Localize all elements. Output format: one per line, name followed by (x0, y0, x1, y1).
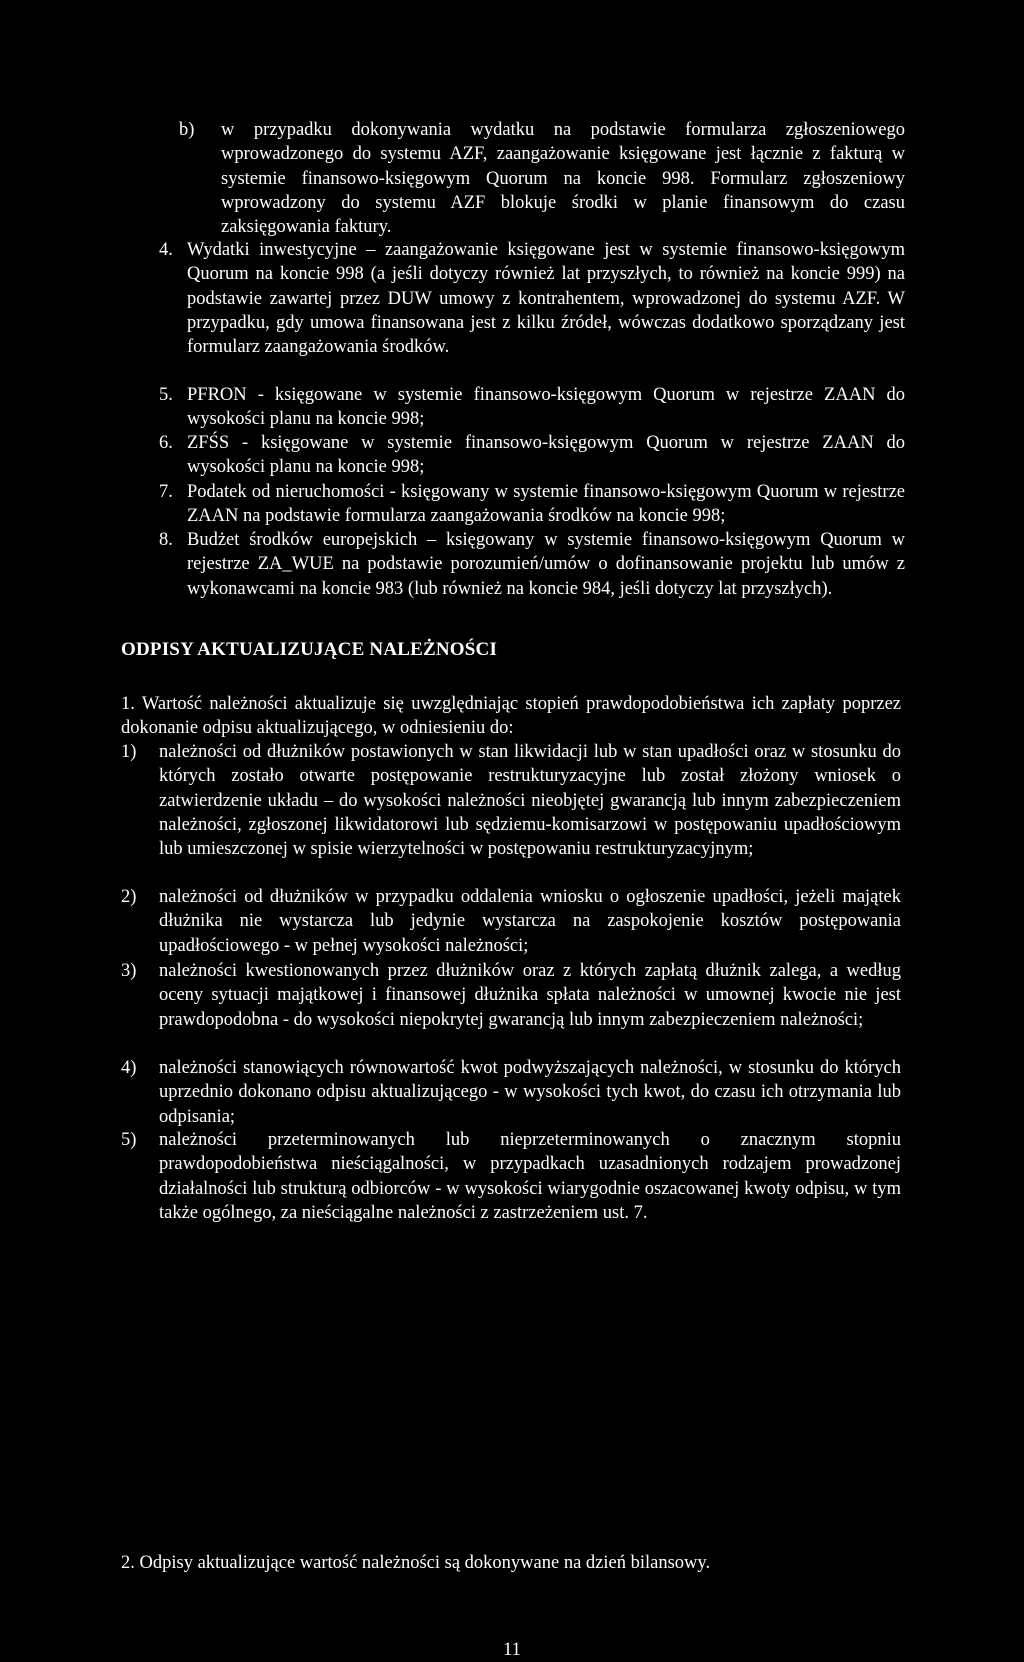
list-text: należności przeterminowanych lub nieprzeterminowanych o znacznym stopniu prawdopodobieństwa nieściągalności, w przypadkach uzasadnionych rodzajem prowadzonej działalności lub strukturą odbiorców - w wysokości wiarygodnie oszacowanej kwoty odpisu, w tym także ogólnego, za nieściągalne należności z zastrzeżeniem ust. 7. (159, 1130, 901, 1223)
list-text: należności stanowiących równowartość kwot podwyższających należności, w stosunku do których uprzednio dokonano odpisu aktualizującego - w wysokości tych kwot, do czasu ich otrzymania lub odpisania; (159, 1058, 901, 1127)
section-heading: ODPISY AKTUALIZUJĄCE NALEŻNOŚCI (121, 639, 498, 660)
paragraph-marker: b) (179, 120, 195, 140)
paragraph-text: Wydatki inwestycyjne – zaangażowanie księgowane jest w systemie finansowo-księgowym Quorum na koncie 998 (a jeśli dotyczy również lat przyszłych, to również na koncie 999) na podstawie zawartej przez DUW umowy z kontrahentem, wprowadzonej do systemu AZF. W przypadku, gdy umowa finansowana jest z kilku źródeł, wówczas dodatkowo sporządzany jest formularz zaangażowania środków. (187, 240, 905, 358)
paragraph-marker: 5. (159, 385, 173, 405)
closing-paragraph: 2. Odpisy aktualizujące wartość należności są dokonywane na dzień bilansowy. (121, 1553, 711, 1573)
paragraph-text: PFRON - księgowane w systemie finansowo-księgowym Quorum w rejestrze ZAAN do wysokości planu na koncie 998; (187, 385, 905, 430)
list-text: należności od dłużników w przypadku oddalenia wniosku o ogłoszenie upadłości, jeżeli majątek dłużnika nie wystarcza lub jedynie wystarcza na zaspokojenie kosztów postępowania upadłościowego - w pełnej wysokości należności; (159, 887, 901, 956)
list-marker: 1) (121, 742, 137, 762)
paragraph-text: w przypadku dokonywania wydatku na podstawie formularza zgłoszeniowego wprowadzonego do systemu AZF, zaangażowanie księgowane jest łącznie z fakturą w systemie finansowo-księgowym Quorum na koncie 998. Formularz zgłoszeniowy wprowadzony do systemu AZF blokuje środki w planie finansowym do czasu zaksięgowania faktury. (221, 120, 905, 238)
list-marker: 2) (121, 887, 137, 907)
list-marker: 5) (121, 1130, 137, 1150)
list-marker: 3) (121, 961, 137, 981)
list-text: należności od dłużników postawionych w stan likwidacji lub w stan upadłości oraz w stosunku do których zostało otwarte postępowanie restrukturyzacyjne lub został złożony wniosek o zatwierdzenie układu – do wysokości należności nieobjętej gwarancją lub innym zabezpieczeniem należności, zgłoszonej likwidatorowi lub sędziemu-komisarzowi w postępowaniu upadłościowym lub umieszczonej w spisie wierzytelności w postępowaniu restrukturyzacyjnym; (159, 742, 901, 860)
paragraph-marker: 8. (159, 530, 173, 550)
paragraph-text: ZFŚS - księgowane w systemie finansowo-księgowym Quorum w rejestrze ZAAN do wysokości planu na koncie 998; (187, 433, 905, 478)
page-number: 11 (503, 1640, 521, 1660)
paragraph-text: Podatek od nieruchomości - księgowany w systemie finansowo-księgowym Quorum w rejestrze ZAAN na podstawie formularza zaangażowania środków na koncie 998; (187, 482, 905, 527)
paragraph-marker: 6. (159, 433, 173, 453)
list-text: należności kwestionowanych przez dłużników oraz z których zapłatą dłużnik zalega, a według oceny sytuacji majątkowej i finansowej dłużnika spłata należności w umownej kwocie nie jest prawdopodobna - do wysokości niepokrytej gwarancją lub innym zabezpieczeniem należności; (159, 961, 901, 1030)
paragraph-marker: 4. (159, 240, 173, 260)
intro-paragraph: 1. Wartość należności aktualizuje się uwzględniając stopień prawdopodobieństwa ich zapłaty poprzez dokonanie odpisu aktualizującego, w odniesieniu do: (121, 694, 901, 739)
paragraph-text: Budżet środków europejskich – księgowany w systemie finansowo-księgowym Quorum w rejestrze ZA_WUE na podstawie porozumień/umów o dofinansowanie projektu lub umów z wykonawcami na koncie 983 (lub również na koncie 984, jeśli dotyczy lat przyszłych). (187, 530, 905, 599)
list-marker: 4) (121, 1058, 137, 1078)
paragraph-marker: 7. (159, 482, 173, 502)
